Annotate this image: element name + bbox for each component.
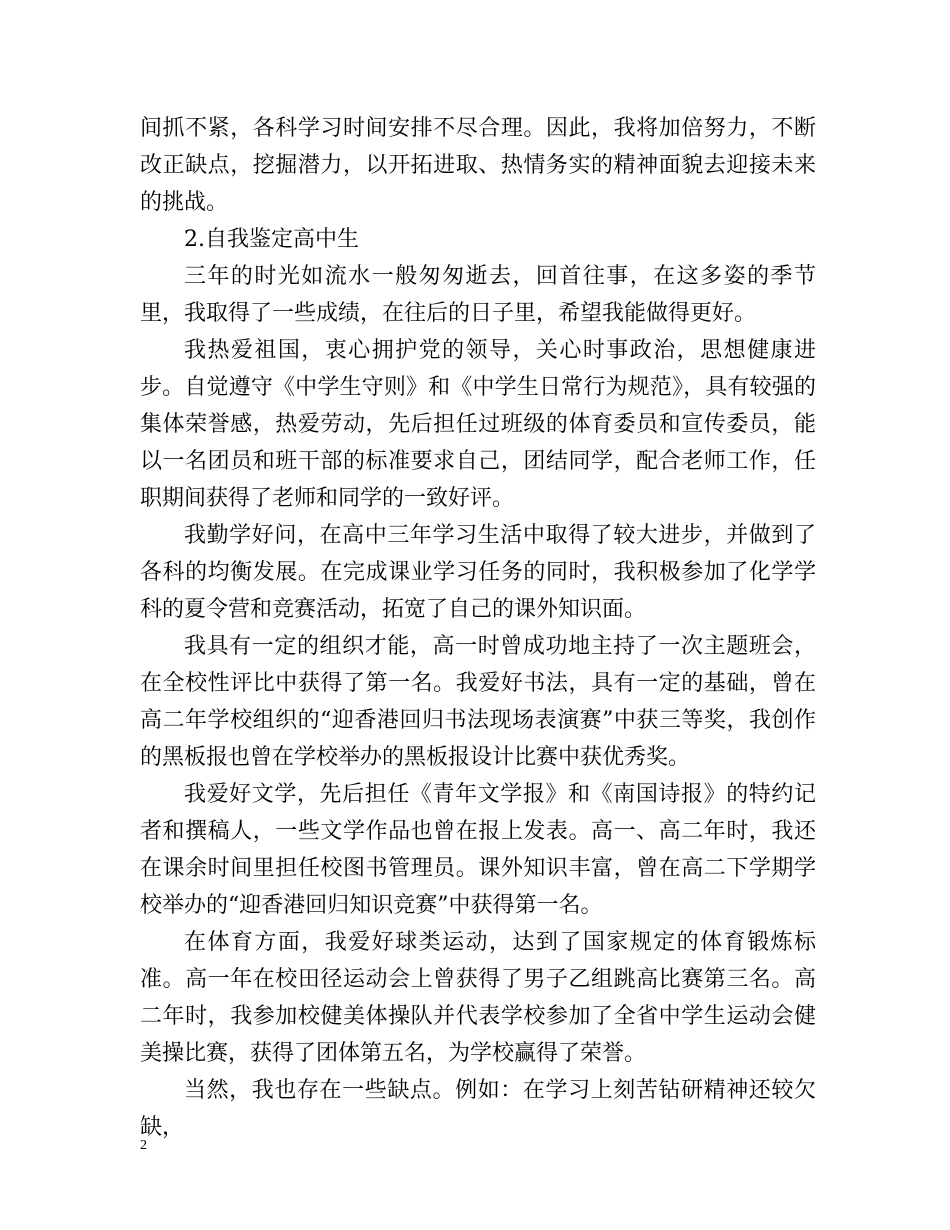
paragraph-5: 我具有一定的组织才能，高一时曾成功地主持了一次主题班会，在全校性评比中获得了第一名。我爱好书法，具有一定的基础，曾在高二年学校组织的“迎香港回归书法现场表演赛”中获三等奖，我创作的黑板报也曾在学校举办的黑板报设计比赛中获优秀奖。 xyxy=(140,634,816,770)
paragraph-1: 间抓不紧，各科学习时间安排不尽合理。因此，我将加倍努力，不断改正缺点，挖掘潜力，以开拓进取、热情务实的精神面貌去迎接未来的挑战。 xyxy=(140,116,816,215)
paragraph-2: 三年的时光如流水一般匆匆逝去，回首往事，在这多姿的季节里，我取得了一些成绩，在往后的日子里，希望我能做得更好。 xyxy=(140,264,816,326)
paragraph-4: 我勤学好问，在高中三年学习生活中取得了较大进步，并做到了各科的均衡发展。在完成课业学习任务的同时，我积极参加了化学学科的夏令营和竞赛活动，拓宽了自己的课外知识面。 xyxy=(140,523,816,622)
page-number: 2 xyxy=(140,1138,147,1153)
paragraph-6: 我爱好文学，先后担任《青年文学报》和《南国诗报》的特约记者和撰稿人，一些文学作品也曾在报上发表。高一、高二年时，我还在课余时间里担任校图书管理员。课外知识丰富，曾在高二下学期学校举办的“迎香港回归知识竞赛”中获得第一名。 xyxy=(140,782,816,918)
paragraph-3: 我热爱祖国，衷心拥护党的领导，关心时事政治，思想健康进步。自觉遵守《中学生守则》和《中学生日常行为规范》，具有较强的集体荣誉感，热爱劳动，先后担任过班级的体育委员和宣传委员，能以一名团员和班干部的标准要求自己，团结同学，配合老师工作，任职期间获得了老师和同学的一致好评。 xyxy=(140,338,816,511)
document-body xyxy=(140,110,816,1146)
paragraph-7: 在体育方面，我爱好球类运动，达到了国家规定的体育锻炼标准。高一年在校田径运动会上曾获得了男子乙组跳高比赛第三名。高二年时，我参加校健美体操队并代表学校参加了全省中学生运动会健美操比赛，获得了团体第五名，为学校赢得了荣誉。 xyxy=(140,930,816,1066)
paragraph-8: 当然，我也存在一些缺点。例如：在学习上刻苦钻研精神还较欠缺， xyxy=(140,1078,816,1140)
section-heading: 2.自我鉴定高中生 xyxy=(184,227,359,252)
